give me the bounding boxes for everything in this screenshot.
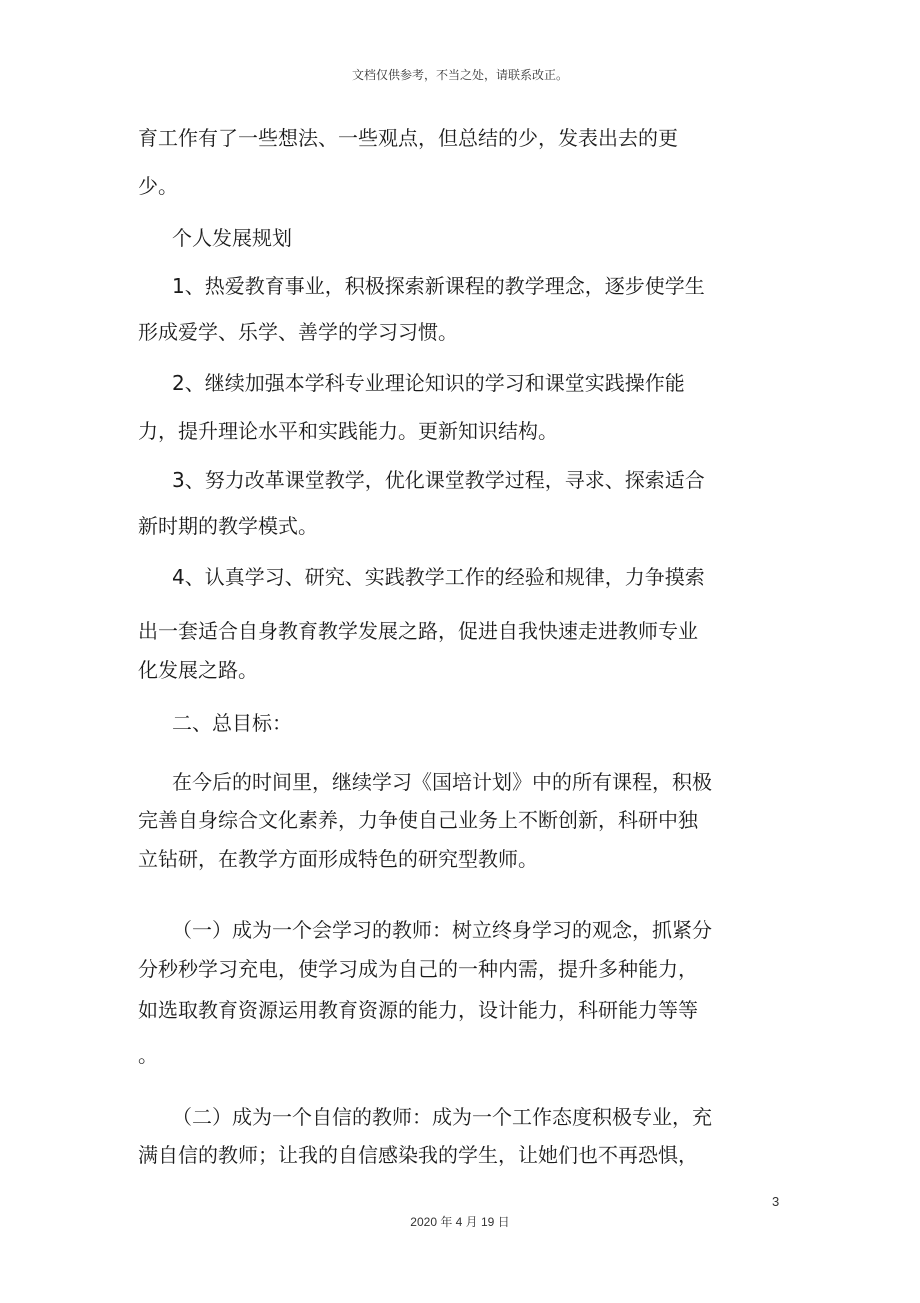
text-line: 满自信的教师；让我的自信感染我的学生，让她们也不再恐惧，	[138, 1143, 698, 1167]
text-line: （一）成为一个会学习的教师：树立终身学习的观念，抓紧分	[172, 918, 712, 942]
footer-date: 2020 年 4 月 19 日	[410, 1215, 510, 1229]
text-line: 3、努力改革课堂教学，优化课堂教学过程，寻求、探索适合	[172, 468, 705, 492]
text-line: 出一套适合自身教育教学发展之路，促进自我快速走进教师专业	[138, 619, 698, 643]
text-line: 化发展之路。	[138, 658, 258, 682]
text-line: 如选取教育资源运用教育资源的能力，设计能力，科研能力等等	[138, 998, 698, 1022]
text-line: 完善自身综合文化素养，力争使自己业务上不断创新，科研中独	[138, 808, 698, 832]
text-line: 2、继续加强本学科专业理论知识的学习和课堂实践操作能	[172, 371, 685, 395]
section-heading: 个人发展规划	[172, 226, 292, 250]
text-line: 育工作有了一些想法、一些观点，但总结的少，发表出去的更	[138, 126, 678, 150]
text-line: 分秒秒学习充电，使学习成为自己的一种内需，提升多种能力，	[138, 957, 698, 981]
text-line: 在今后的时间里，继续学习《国培计划》中的所有课程，积极	[172, 770, 712, 794]
section-heading: 二、总目标：	[172, 711, 292, 735]
text-line: 。	[138, 1043, 158, 1067]
text-line: 新时期的教学模式。	[138, 514, 318, 538]
text-line: 少。	[138, 174, 178, 198]
text-line: 4、认真学习、研究、实践教学工作的经验和规律，力争摸索	[172, 565, 705, 589]
text-line: 1、热爱教育事业，积极探索新课程的教学理念，逐步使学生	[172, 274, 705, 298]
text-line: 立钻研，在教学方面形成特色的研究型教师。	[138, 847, 538, 871]
header-note: 文档仅供参考，不当之处，请联系改正。	[351, 68, 568, 82]
text-line: 形成爱学、乐学、善学的学习习惯。	[138, 320, 458, 344]
page-number: 3	[772, 1194, 780, 1209]
text-line: （二）成为一个自信的教师：成为一个工作态度积极专业，充	[172, 1105, 712, 1129]
text-line: 力，提升理论水平和实践能力。更新知识结构。	[138, 419, 558, 443]
